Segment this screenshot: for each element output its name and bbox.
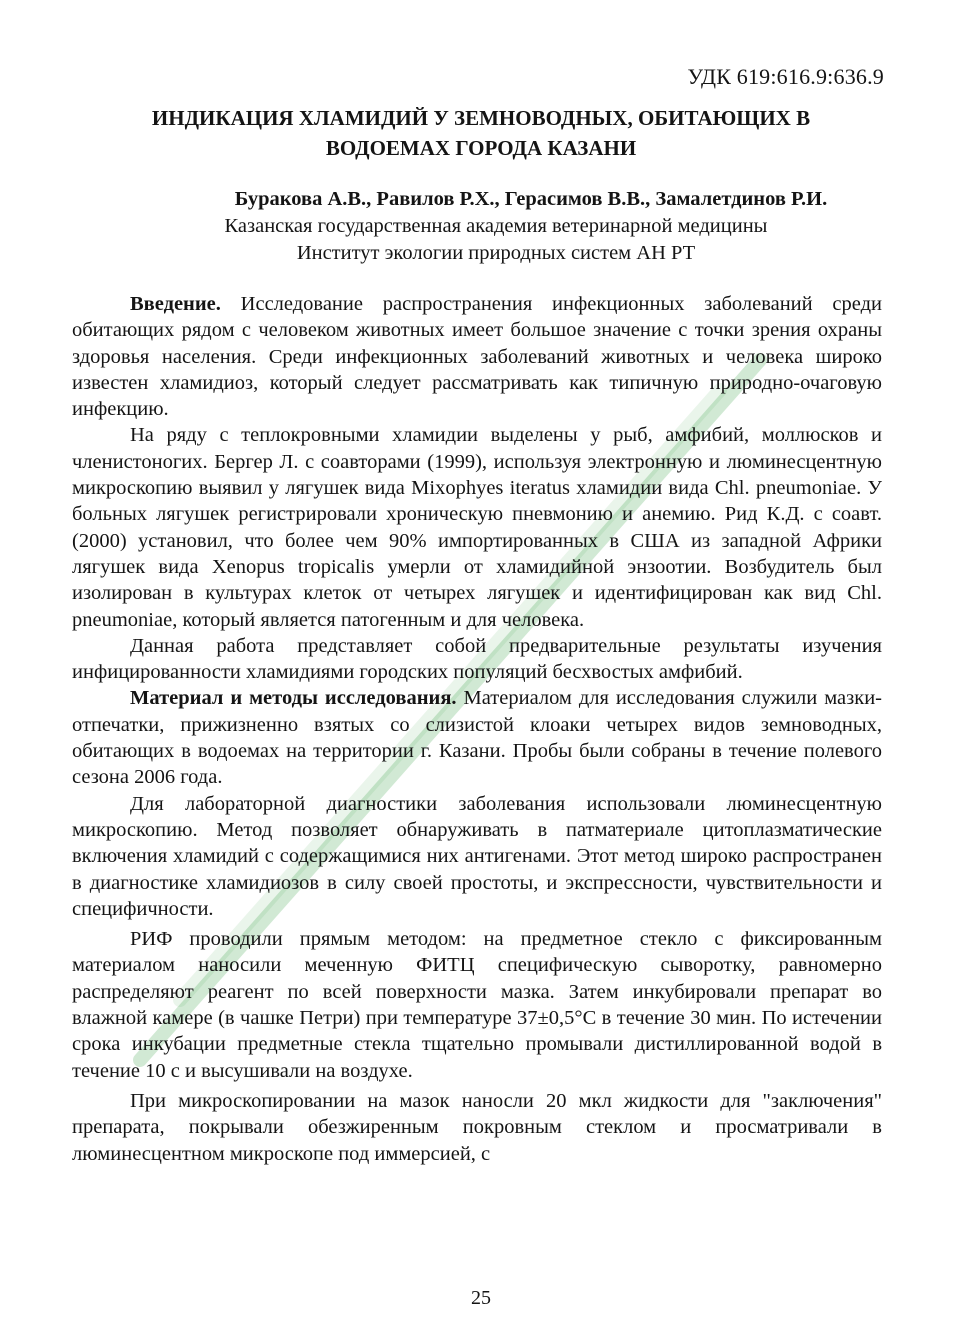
paragraph-7: При микроскопировании на мазок наносли 20 мкл жидкости для "заключения" препарата, покрывали обезжиренным покровным стеклом и просматривали в люминесцентном микроскопе под иммерсией, с (72, 1089, 882, 1165)
article-body (72, 287, 882, 1167)
page-number: 25 (471, 1287, 491, 1309)
paragraph-introduction (72, 291, 882, 422)
methods-text: Материалом для исследования служили мазки-отпечатки, прижизненно взятых со слизистой клоаки четырех видов земноводных, обитающих в водоемах на территории г. Казани. Пробы были собраны в течение полевого сезона 2006 года. (72, 687, 882, 789)
affiliation-1: Казанская государственная академия ветеринарной медицины (224, 215, 768, 237)
udc-code: УДК 619:616.9:636.9 (687, 64, 884, 89)
title-line-2: ВОДОЕМАХ ГОРОДА КАЗАНИ (325, 136, 637, 160)
paragraph-3: Данная работа представляет собой предварительные результаты изучения инфицированности хламидиями городских популяций бесхвостых амфибий. (72, 634, 882, 684)
paragraph-6: РИФ проводили прямым методом: на предметное стекло с фиксированным материалом наносили меченную ФИТЦ специфическую сыворотку, равномерно распределяют реагент по всей поверхности мазка. Затем инкубировали препарат во влажной камере (в чашке Петри) при температуре 37±0,5°С в течение 30 мин. По истечении срока инкубации предметные стекла тщательно промывали дистиллированной водой в течение 10 с и высушивали на воздухе. (72, 928, 882, 1082)
article-title (90, 103, 872, 163)
authors-block (100, 186, 892, 267)
affiliation-2: Институт экологии природных систем АН РТ (296, 242, 696, 264)
paragraph-methods (72, 685, 882, 790)
methods-heading: Материал и методы исследования. (130, 687, 457, 710)
author-names: Буракова А.В., Равилов Р.Х., Герасимов В.В., Замалетдинов Р.И. (234, 188, 828, 210)
introduction-text: Исследование распространения инфекционных заболеваний среди обитающих рядом с человеком животных имеет большое значение с точки зрения охраны здоровья населения. Среди инфекционных заболеваний животных и человека широко известен хламидиоз, который следует рассматривать как типичную природно-очаговую инфекцию. (72, 293, 882, 421)
title-line-1: ИНДИКАЦИЯ ХЛАМИДИЙ У ЗЕМНОВОДНЫХ, ОБИТАЮЩИХ В (151, 106, 811, 130)
paragraph-2: На ряду с теплокровными хламидии выделены у рыб, амфибий, моллюсков и членистоногих. Бергер Л. с соавторами (1999), используя электронную и люминесцентную микроскопию выявил у лягушек вида Mixophyes iteratus хламидии вида Chl. pneumoniae. У больных лягушек регистрировали хроническую пневмонию и анемию. Рид К.Д. с соавт. (2000) установил, что более чем 90% импортированных в США из западной Африки лягушек вида Xenopus tropicalis умерли от хламидийной энзоотии. Возбудитель был изолирован в культурах клеток от четырех лягушек и идентифицирован как вид Chl. pneumoniae, который является патогенным и для человека. (72, 424, 882, 631)
introduction-heading: Введение. (130, 293, 221, 315)
paragraph-5: Для лабораторной диагностики заболевания использовали люминесцентную микроскопию. Метод позволяет обнаруживать в патматериале цитоплазматические включения хламидий с содержащимися них антигенами. Этот метод широко распространен в диагностике хламидиозов в силу своей простоты, и экспрессности, чувствительности и специфичности. (72, 792, 882, 920)
